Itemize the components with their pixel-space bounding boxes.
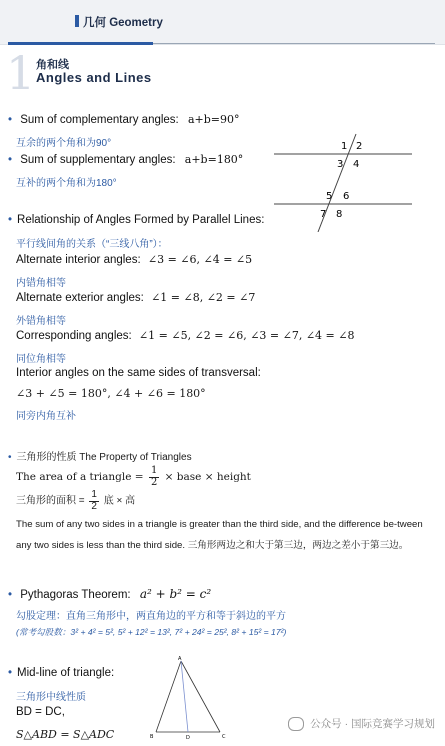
fraction-numerator: 1 [150,465,158,476]
alt-interior-line [16,253,252,266]
pythagoras-note: (常考勾股数：3² + 4² = 5², 5² + 12² = 13², 7² + 24² = 25², 8² + 15² = 17²) [16,627,287,637]
watermark-text: 公众号 · 国际竞赛学习规划 [310,718,435,730]
angle-label-1: 1 [341,141,348,152]
alt-exterior-label: Alternate exterior angles: [16,292,144,304]
section-rule-thin [153,43,435,44]
parallel-lines-diagram [270,132,420,232]
supplementary-zh: 互补的两个角和为180° [16,178,117,189]
supplementary-line [8,153,243,166]
pythagoras-label: Pythagoras Theorem: [20,589,131,601]
midline-heading: • Mid-line of triangle: [8,667,114,679]
triangle-sides-text: The sum of any two sides in a triangle is greater than the third side, and the difference be-tween any two sides is less than the third side. 三角形两边之和大于第三边，两边之差小于第三边。 [16,519,423,551]
angle-label-5: 5 [326,191,333,202]
midline-triangle-diagram [148,655,238,743]
triangle-area-en-suffix: × base × height [164,471,251,483]
angle-label-4: 4 [353,159,360,170]
half-fraction [149,466,159,488]
triangle-area-en-prefix: The area of a triangle = [16,471,144,483]
fraction-denominator: 2 [150,476,158,488]
same-side-formula: ∠3 + ∠5 = 180°, ∠4 + ∠6 = 180° [16,387,206,400]
alt-interior-label: Alternate interior angles: [16,254,141,266]
triangle-area-en [16,466,251,488]
alt-interior-formula: ∠3 = ∠6, ∠4 = ∠5 [147,253,253,266]
triangle-heading: • 三角形的性质 The Property of Triangles [8,448,192,463]
triangle-area-zh-prefix: 三角形的面积 = [16,495,85,507]
alt-interior-zh: 内错角相等 [16,278,66,289]
vertex-label-a: A [178,656,182,662]
complementary-line [8,113,240,126]
angle-label-8: 8 [336,209,343,220]
midline-zh: 三角形中线性质 [16,692,86,703]
pythagoras-zh: 勾股定理：直角三角形中，两直角边的平方和等于斜边的平方 [16,611,286,622]
triangle-area-zh [16,490,135,512]
header-bar [0,0,445,45]
section-title-en: Angles and Lines [36,70,152,85]
supplementary-label: Sum of supplementary angles: [20,154,176,166]
half-fraction-zh [89,490,99,512]
point-label-d: D [186,735,190,741]
watermark [288,716,435,731]
complementary-formula: a+b=90° [187,113,240,126]
vertex-label-b: B [150,734,154,740]
pythagoras-line [8,587,211,601]
fraction-numerator-zh: 1 [91,489,97,500]
angle-label-7: 7 [320,209,327,220]
midline-bd: BD = DC, [16,706,65,718]
corresponding-label: Corresponding angles: [16,330,132,342]
corresponding-line [16,329,354,342]
vertex-label-c: C [222,734,226,740]
complementary-zh: 互余的两个角和为90° [16,138,112,149]
side-ab [156,661,181,732]
header-marker [75,15,79,27]
supplementary-formula: a+b=180° [184,153,244,166]
alt-exterior-line [16,291,255,304]
angle-label-3: 3 [337,159,344,170]
wechat-icon [288,717,304,731]
alt-exterior-zh: 外错角相等 [16,316,66,327]
section-title-zh: 角和线 [36,59,69,71]
midline-area-formula: S△ABD = S△ADC [16,728,115,741]
complementary-label: Sum of complementary angles: [20,114,179,126]
parallel-heading-zh: 平行线间角的关系（“三线八角”）： [16,239,168,250]
angle-label-2: 2 [356,141,363,152]
pythagoras-formula: a² + b² = c² [139,587,212,601]
same-side-zh: 同旁内角互补 [16,411,76,422]
corresponding-formula: ∠1 = ∠5, ∠2 = ∠6, ∠3 = ∠7, ∠4 = ∠8 [138,329,355,342]
parallel-heading: • Relationship of Angles Formed by Parallel Lines: [8,214,264,226]
alt-exterior-formula: ∠1 = ∠8, ∠2 = ∠7 [151,291,256,304]
section-number: 1 [6,46,36,100]
section-rule-thick [8,42,153,45]
same-side-label: Interior angles on the same sides of transversal: [16,367,261,379]
fraction-denominator-zh: 2 [91,500,97,512]
header-title: 几何 Geometry [83,17,163,29]
angle-label-6: 6 [343,191,350,202]
corresponding-zh: 同位角相等 [16,354,66,365]
triangle-area-zh-suffix: 底 × 高 [103,495,136,507]
